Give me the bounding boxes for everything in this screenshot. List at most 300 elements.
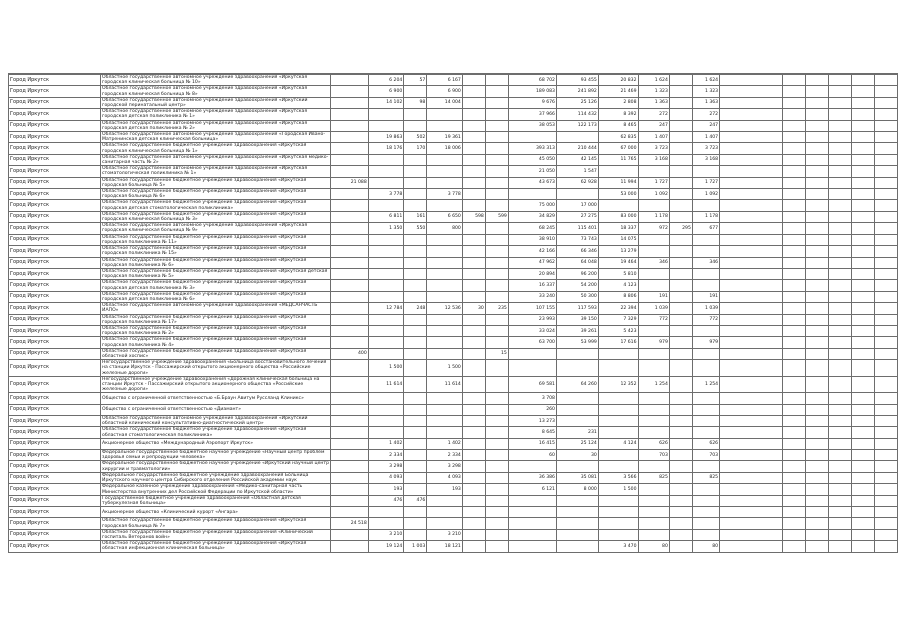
value-cell: 19 124 bbox=[368, 541, 404, 552]
empty-cell bbox=[720, 404, 783, 415]
value-cell bbox=[404, 360, 427, 377]
value-cell bbox=[368, 314, 404, 325]
value-cell: 3 210 bbox=[368, 529, 404, 540]
empty-cell bbox=[874, 360, 897, 377]
value-cell bbox=[404, 337, 427, 348]
value-cell bbox=[331, 246, 369, 257]
value-cell: 598 bbox=[462, 211, 485, 222]
value-cell: 14 004 bbox=[427, 97, 463, 108]
value-cell bbox=[598, 166, 638, 177]
value-cell bbox=[331, 154, 369, 165]
value-cell bbox=[368, 120, 404, 131]
empty-cell bbox=[851, 143, 874, 154]
empty-cell bbox=[828, 303, 851, 314]
value-cell bbox=[462, 529, 485, 540]
institution-name-cell: Государственное бюджетное учреждение здравоохранения «Областная детская туберкулезная больница» bbox=[101, 495, 331, 506]
empty-cell bbox=[782, 280, 805, 291]
empty-cell bbox=[828, 257, 851, 268]
city-cell: Город Иркутск bbox=[9, 109, 101, 120]
value-cell bbox=[462, 75, 485, 86]
empty-cell bbox=[720, 303, 783, 314]
value-cell bbox=[331, 303, 369, 314]
value-cell bbox=[404, 472, 427, 483]
value-cell: 22 394 bbox=[598, 303, 638, 314]
value-cell bbox=[485, 120, 508, 131]
value-cell: 107 155 bbox=[508, 303, 556, 314]
value-cell bbox=[404, 415, 427, 426]
value-cell bbox=[427, 154, 463, 165]
value-cell bbox=[331, 337, 369, 348]
empty-cell bbox=[874, 393, 897, 404]
value-cell bbox=[598, 518, 638, 529]
empty-cell bbox=[782, 268, 805, 279]
empty-cell bbox=[874, 376, 897, 393]
value-cell bbox=[462, 234, 485, 245]
value-cell bbox=[669, 280, 692, 291]
empty-cell bbox=[828, 360, 851, 377]
empty-cell bbox=[828, 177, 851, 188]
empty-cell bbox=[851, 177, 874, 188]
value-cell: 21 088 bbox=[331, 177, 369, 188]
table-row bbox=[9, 438, 898, 449]
value-cell: 62 835 bbox=[598, 132, 638, 143]
value-cell: 23 993 bbox=[508, 314, 556, 325]
institution-name-cell: Областное государственное автономное учреждение здравоохранения «Иркутская медико-санитарная часть № 2» bbox=[101, 154, 331, 165]
empty-cell bbox=[782, 404, 805, 415]
value-cell: 241 892 bbox=[556, 86, 598, 97]
city-cell: Город Иркутск bbox=[9, 360, 101, 377]
scanned-table-sheet bbox=[8, 74, 898, 553]
empty-cell bbox=[828, 143, 851, 154]
empty-cell bbox=[828, 314, 851, 325]
city-cell: Город Иркутск bbox=[9, 143, 101, 154]
empty-cell bbox=[805, 97, 828, 108]
value-cell: 54 200 bbox=[556, 280, 598, 291]
value-cell bbox=[485, 166, 508, 177]
empty-cell bbox=[805, 257, 828, 268]
value-cell bbox=[331, 291, 369, 302]
value-cell: 1 178 bbox=[638, 211, 669, 222]
empty-cell bbox=[720, 246, 783, 257]
value-cell bbox=[669, 348, 692, 359]
value-cell: 9 676 bbox=[508, 97, 556, 108]
value-cell: 39 261 bbox=[556, 325, 598, 336]
value-cell bbox=[404, 280, 427, 291]
empty-cell bbox=[851, 257, 874, 268]
empty-cell bbox=[720, 507, 783, 518]
city-cell: Город Иркутск bbox=[9, 461, 101, 472]
value-cell: 38 053 bbox=[508, 120, 556, 131]
value-cell bbox=[368, 234, 404, 245]
table-row bbox=[9, 86, 898, 97]
institution-name-cell: Областное государственное бюджетное учреждение здравоохранения «Иркутская городская детская поликлиника № 3» bbox=[101, 280, 331, 291]
empty-cell bbox=[805, 109, 828, 120]
empty-cell bbox=[851, 325, 874, 336]
institution-name-cell: Областное государственное автономное учреждение здравоохранения «Иркутский областной клинический консультативно-диагностический центр» bbox=[101, 415, 331, 426]
value-cell: 115 401 bbox=[556, 223, 598, 234]
empty-cell bbox=[874, 223, 897, 234]
empty-cell bbox=[720, 415, 783, 426]
value-cell bbox=[638, 246, 669, 257]
value-cell: 14 102 bbox=[368, 97, 404, 108]
empty-cell bbox=[805, 337, 828, 348]
empty-cell bbox=[828, 461, 851, 472]
institution-name-cell: Областное государственное бюджетное учреждение здравоохранения «Иркутская областная стоматологическая поликлиника» bbox=[101, 427, 331, 438]
institution-name-cell: Федеральное государственное бюджетное учреждение здравоохранения Больница Иркутского научного центра Сибирского отделения Российской академии наук bbox=[101, 472, 331, 483]
city-cell: Город Иркутск bbox=[9, 166, 101, 177]
value-cell: 34 829 bbox=[508, 211, 556, 222]
value-cell bbox=[404, 291, 427, 302]
value-cell bbox=[692, 427, 719, 438]
value-cell bbox=[404, 325, 427, 336]
value-cell: 1 500 bbox=[427, 360, 463, 377]
empty-cell bbox=[720, 348, 783, 359]
value-cell: 3 210 bbox=[427, 529, 463, 540]
value-cell: 2 334 bbox=[427, 450, 463, 461]
empty-cell bbox=[720, 376, 783, 393]
empty-cell bbox=[720, 438, 783, 449]
empty-cell bbox=[828, 472, 851, 483]
value-cell bbox=[462, 450, 485, 461]
value-cell bbox=[508, 461, 556, 472]
value-cell: 972 bbox=[638, 223, 669, 234]
value-cell: 3 723 bbox=[692, 143, 719, 154]
empty-cell bbox=[874, 303, 897, 314]
empty-cell bbox=[874, 257, 897, 268]
value-cell: 1 039 bbox=[638, 303, 669, 314]
value-cell bbox=[669, 109, 692, 120]
value-cell bbox=[669, 415, 692, 426]
value-cell bbox=[331, 541, 369, 552]
value-cell: 14 075 bbox=[598, 234, 638, 245]
value-cell: 191 bbox=[692, 291, 719, 302]
empty-cell bbox=[828, 200, 851, 211]
value-cell bbox=[508, 507, 556, 518]
table-row bbox=[9, 291, 898, 302]
value-cell bbox=[368, 280, 404, 291]
value-cell: 1 402 bbox=[368, 438, 404, 449]
empty-cell bbox=[874, 75, 897, 86]
empty-cell bbox=[782, 132, 805, 143]
empty-cell bbox=[828, 518, 851, 529]
empty-cell bbox=[720, 280, 783, 291]
city-cell: Город Иркутск bbox=[9, 314, 101, 325]
value-cell: 161 bbox=[404, 211, 427, 222]
city-cell: Город Иркутск bbox=[9, 325, 101, 336]
empty-cell bbox=[720, 337, 783, 348]
value-cell bbox=[638, 268, 669, 279]
institution-name-cell: Областное государственное бюджетное учреждение здравоохранения «Иркутская городская детская поликлиника № 6» bbox=[101, 291, 331, 302]
value-cell: 19 863 bbox=[368, 132, 404, 143]
institution-name-cell: Областное государственное автономное учреждение здравоохранения «Иркутская городская клиническая больница № 8» bbox=[101, 86, 331, 97]
value-cell: 7 329 bbox=[598, 314, 638, 325]
value-cell bbox=[462, 200, 485, 211]
value-cell bbox=[692, 484, 719, 495]
value-cell bbox=[331, 132, 369, 143]
empty-cell bbox=[828, 507, 851, 518]
value-cell: 20 832 bbox=[598, 75, 638, 86]
value-cell bbox=[427, 177, 463, 188]
city-cell: Город Иркутск bbox=[9, 415, 101, 426]
value-cell bbox=[427, 495, 463, 506]
value-cell: 2 334 bbox=[368, 450, 404, 461]
value-cell: 703 bbox=[692, 450, 719, 461]
table-row bbox=[9, 415, 898, 426]
empty-cell bbox=[805, 518, 828, 529]
value-cell: 18 006 bbox=[427, 143, 463, 154]
empty-cell bbox=[782, 166, 805, 177]
value-cell: 5 810 bbox=[598, 268, 638, 279]
value-cell: 346 bbox=[638, 257, 669, 268]
empty-cell bbox=[874, 541, 897, 552]
empty-cell bbox=[720, 109, 783, 120]
empty-cell bbox=[782, 86, 805, 97]
value-cell bbox=[462, 246, 485, 257]
value-cell bbox=[669, 291, 692, 302]
table-row bbox=[9, 223, 898, 234]
value-cell bbox=[404, 86, 427, 97]
empty-cell bbox=[805, 461, 828, 472]
value-cell: 3 723 bbox=[638, 143, 669, 154]
value-cell bbox=[692, 325, 719, 336]
value-cell: 248 bbox=[404, 303, 427, 314]
value-cell: 772 bbox=[692, 314, 719, 325]
empty-cell bbox=[851, 461, 874, 472]
value-cell bbox=[462, 427, 485, 438]
empty-cell bbox=[874, 495, 897, 506]
city-cell: Город Иркутск bbox=[9, 472, 101, 483]
value-cell bbox=[669, 438, 692, 449]
value-cell: 1 178 bbox=[692, 211, 719, 222]
value-cell bbox=[485, 268, 508, 279]
empty-cell bbox=[851, 200, 874, 211]
value-cell bbox=[669, 177, 692, 188]
value-cell: 1 402 bbox=[427, 438, 463, 449]
city-cell: Город Иркутск bbox=[9, 200, 101, 211]
table-row bbox=[9, 257, 898, 268]
value-cell bbox=[556, 360, 598, 377]
value-cell bbox=[462, 166, 485, 177]
value-cell: 1 254 bbox=[692, 376, 719, 393]
empty-cell bbox=[874, 211, 897, 222]
institutions-table bbox=[8, 74, 898, 553]
value-cell bbox=[638, 529, 669, 540]
value-cell bbox=[669, 541, 692, 552]
empty-cell bbox=[874, 314, 897, 325]
value-cell bbox=[462, 472, 485, 483]
value-cell bbox=[368, 154, 404, 165]
value-cell: 677 bbox=[692, 223, 719, 234]
value-cell bbox=[508, 348, 556, 359]
value-cell: 1 003 bbox=[404, 541, 427, 552]
empty-cell bbox=[720, 268, 783, 279]
value-cell: 114 432 bbox=[556, 109, 598, 120]
value-cell: 43 673 bbox=[508, 177, 556, 188]
value-cell bbox=[331, 120, 369, 131]
value-cell: 1 547 bbox=[556, 166, 598, 177]
value-cell bbox=[331, 393, 369, 404]
value-cell: 247 bbox=[638, 120, 669, 131]
table-row bbox=[9, 234, 898, 245]
value-cell: 122 173 bbox=[556, 120, 598, 131]
empty-cell bbox=[782, 348, 805, 359]
empty-cell bbox=[828, 438, 851, 449]
value-cell: 3 168 bbox=[638, 154, 669, 165]
value-cell: 64 260 bbox=[556, 376, 598, 393]
institution-name-cell: Негосударственное учреждение здравоохранения «Дорожная клиническая больница на станции Иркутск - Пассажирский открытого акционерного общества «Российские железные дороги» bbox=[101, 376, 331, 393]
value-cell: 18 176 bbox=[368, 143, 404, 154]
value-cell bbox=[669, 132, 692, 143]
empty-cell bbox=[874, 86, 897, 97]
value-cell bbox=[331, 461, 369, 472]
value-cell bbox=[368, 200, 404, 211]
value-cell bbox=[404, 234, 427, 245]
empty-cell bbox=[874, 166, 897, 177]
value-cell bbox=[485, 438, 508, 449]
value-cell: 47 962 bbox=[508, 257, 556, 268]
institution-name-cell: Федеральное государственное бюджетное научное учреждение «Иркутский научный центр хирургии и травматологии» bbox=[102, 461, 330, 472]
value-cell bbox=[331, 166, 369, 177]
value-cell: 1 092 bbox=[692, 189, 719, 200]
value-cell bbox=[669, 75, 692, 86]
empty-cell bbox=[782, 154, 805, 165]
value-cell: 3 298 bbox=[368, 461, 404, 472]
value-cell bbox=[669, 427, 692, 438]
city-cell: Город Иркутск bbox=[9, 257, 101, 268]
city-cell: Город Иркутск bbox=[9, 86, 101, 97]
value-cell: 57 bbox=[404, 75, 427, 86]
value-cell bbox=[462, 177, 485, 188]
institution-name-cell: Общество с ограниченной ответственностью «Б.Браун Авитум Руссланд Клиникс» bbox=[101, 393, 331, 404]
empty-cell bbox=[720, 484, 783, 495]
value-cell bbox=[556, 132, 598, 143]
value-cell: 6 204 bbox=[368, 75, 404, 86]
value-cell bbox=[331, 376, 369, 393]
value-cell bbox=[485, 223, 508, 234]
institution-name-cell: Областное государственное автономное учреждение здравоохранения «Иркутская городская клиническая больница № 9» bbox=[101, 223, 331, 234]
empty-cell bbox=[720, 200, 783, 211]
value-cell bbox=[462, 507, 485, 518]
empty-cell bbox=[874, 246, 897, 257]
institution-name-cell: Областное государственное бюджетное учреждение здравоохранения «Иркутская областная инфекционная клиническая больница» bbox=[101, 541, 331, 552]
value-cell: 260 bbox=[508, 404, 556, 415]
institution-name-cell: Областное государственное бюджетное учреждение здравоохранения «Иркутская городская клиническая больница № 1» bbox=[101, 143, 331, 154]
value-cell bbox=[427, 348, 463, 359]
empty-cell bbox=[805, 234, 828, 245]
value-cell bbox=[485, 450, 508, 461]
value-cell: 1 323 bbox=[638, 86, 669, 97]
empty-cell bbox=[720, 541, 783, 552]
value-cell: 1 323 bbox=[692, 86, 719, 97]
value-cell bbox=[331, 200, 369, 211]
value-cell bbox=[404, 109, 427, 120]
value-cell: 235 bbox=[485, 303, 508, 314]
value-cell bbox=[404, 177, 427, 188]
empty-cell bbox=[874, 461, 897, 472]
institution-name-cell: Федеральное государственное бюджетное научное учреждение «Научный центр проблем здоровья семьи и репродукции человека» bbox=[101, 450, 331, 461]
institution-name-cell: Областное государственное бюджетное учреждение здравоохранения «Иркутская городская поликлиника № 6» bbox=[101, 257, 331, 268]
value-cell bbox=[462, 268, 485, 279]
empty-cell bbox=[874, 143, 897, 154]
empty-cell bbox=[828, 541, 851, 552]
empty-cell bbox=[720, 97, 783, 108]
empty-cell bbox=[851, 518, 874, 529]
table-row bbox=[9, 154, 898, 165]
value-cell: 4 123 bbox=[598, 280, 638, 291]
value-cell bbox=[462, 404, 485, 415]
institution-name-cell: Областное государственное автономное учреждение здравоохранения «Иркутская стоматологическая поликлиника № 1» bbox=[101, 166, 331, 177]
value-cell bbox=[427, 200, 463, 211]
value-cell bbox=[556, 518, 598, 529]
value-cell bbox=[427, 415, 463, 426]
value-cell: 20 894 bbox=[508, 268, 556, 279]
value-cell bbox=[331, 268, 369, 279]
value-cell bbox=[462, 376, 485, 393]
city-cell: Город Иркутск bbox=[9, 438, 101, 449]
empty-cell bbox=[874, 132, 897, 143]
value-cell bbox=[638, 325, 669, 336]
value-cell bbox=[462, 541, 485, 552]
value-cell: 476 bbox=[368, 495, 404, 506]
value-cell: 1 363 bbox=[692, 97, 719, 108]
empty-cell bbox=[851, 314, 874, 325]
value-cell bbox=[669, 257, 692, 268]
table-row bbox=[9, 268, 898, 279]
value-cell: 626 bbox=[638, 438, 669, 449]
empty-cell bbox=[851, 166, 874, 177]
value-cell bbox=[462, 280, 485, 291]
empty-cell bbox=[805, 189, 828, 200]
value-cell bbox=[669, 86, 692, 97]
value-cell bbox=[485, 200, 508, 211]
empty-cell bbox=[805, 200, 828, 211]
empty-cell bbox=[874, 348, 897, 359]
empty-cell bbox=[782, 376, 805, 393]
city-cell: Город Иркутск bbox=[9, 97, 101, 108]
value-cell: 6 650 bbox=[427, 211, 463, 222]
institution-name-cell: Акционерное общество «Клинический курорт «Ангара» bbox=[101, 507, 331, 518]
empty-cell bbox=[828, 86, 851, 97]
value-cell: 599 bbox=[485, 211, 508, 222]
value-cell bbox=[331, 472, 369, 483]
empty-cell bbox=[828, 223, 851, 234]
table-body bbox=[9, 75, 898, 553]
value-cell bbox=[669, 189, 692, 200]
value-cell bbox=[368, 257, 404, 268]
value-cell bbox=[404, 314, 427, 325]
city-cell: Город Иркутск bbox=[9, 450, 101, 461]
value-cell bbox=[331, 507, 369, 518]
empty-cell bbox=[720, 427, 783, 438]
value-cell bbox=[485, 291, 508, 302]
empty-cell bbox=[782, 303, 805, 314]
empty-cell bbox=[851, 438, 874, 449]
institution-name-cell: Областное государственное бюджетное учреждение здравоохранения «Иркутская городская поликлиника № 2» bbox=[101, 325, 331, 336]
empty-cell bbox=[828, 415, 851, 426]
value-cell: 400 bbox=[331, 348, 369, 359]
empty-cell bbox=[874, 268, 897, 279]
value-cell bbox=[427, 404, 463, 415]
value-cell bbox=[368, 427, 404, 438]
empty-cell bbox=[720, 325, 783, 336]
institution-name-cell: Областное государственное бюджетное учреждение здравоохранения «Иркутская детская городская поликлиника № 5» bbox=[101, 268, 331, 279]
value-cell bbox=[331, 109, 369, 120]
value-cell bbox=[508, 189, 556, 200]
value-cell bbox=[598, 450, 638, 461]
value-cell bbox=[669, 166, 692, 177]
value-cell bbox=[692, 360, 719, 377]
empty-cell bbox=[828, 337, 851, 348]
